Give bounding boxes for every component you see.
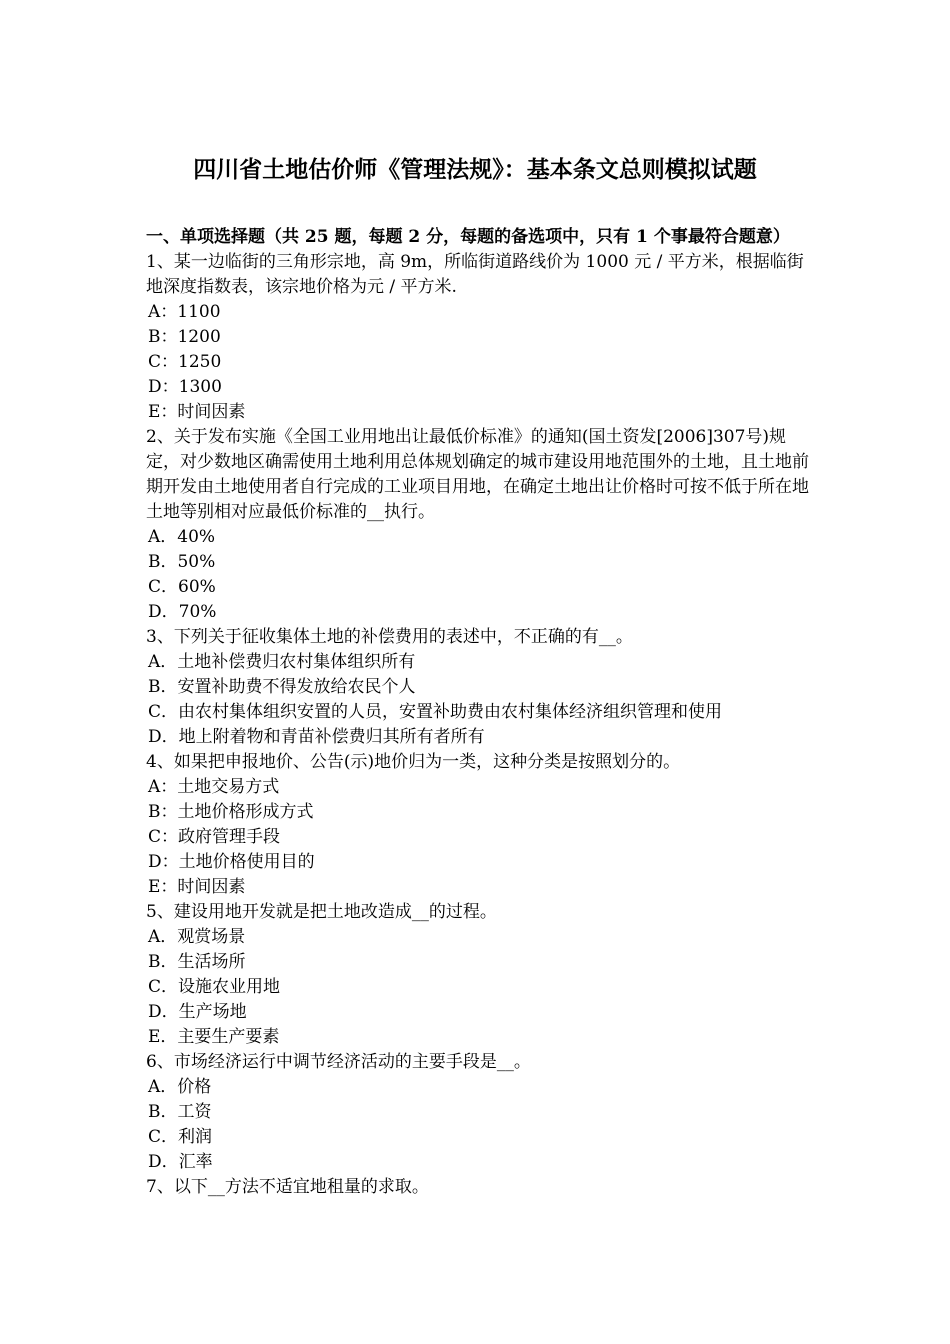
question-item [146, 250, 810, 425]
question-text: 2、关于发布实施《全国工业用地出让最低价标准》的通知(国土资发[2006]307号)规定，对少数地区确需使用土地利用总体规划确定的城市建设用地范围外的土地，且土地前期开发由土地使用者自行完成的工业项目用地，在确定土地出让价格时可按不低于所在地土地等别相对应最低价标准的__执行。 [146, 427, 809, 522]
answer-option: A：1100 [148, 302, 221, 322]
question-text: 7、以下__方法不适宜地租量的求取。 [146, 1177, 429, 1197]
answer-option: C．由农村集体组织安置的人员，安置补助费由农村集体经济组织管理和使用 [148, 702, 723, 722]
answer-option: D．汇率 [148, 1152, 213, 1172]
question-text: 3、下列关于征收集体土地的补偿费用的表述中，不正确的有__。 [146, 627, 633, 647]
question-text: 4、如果把申报地价、公告(示)地价归为一类，这种分类是按照划分的。 [146, 752, 681, 772]
answer-option: A．观赏场景 [148, 927, 246, 947]
question-list [146, 250, 810, 1200]
answer-option: B．50% [148, 552, 216, 572]
answer-option: E．主要生产要素 [148, 1027, 280, 1047]
question-text: 6、市场经济运行中调节经济活动的主要手段是__。 [146, 1052, 531, 1072]
answer-option: B．工资 [148, 1102, 212, 1122]
question-text: 1、某一边临街的三角形宗地，高 9m，所临街道路线价为 1000 元 / 平方米，根据临街地深度指数表，该宗地价格为元 / 平方米. [146, 252, 804, 297]
answer-option: E：时间因素 [148, 402, 246, 422]
question-item [146, 425, 810, 625]
answer-option: D．地上附着物和青苗补偿费归其所有者所有 [148, 727, 485, 747]
question-item [146, 1050, 810, 1175]
answer-option: A．土地补偿费归农村集体组织所有 [148, 652, 416, 672]
answer-option: D．生产场地 [148, 1002, 247, 1022]
question-item [146, 625, 810, 750]
answer-option: B．安置补助费不得发放给农民个人 [148, 677, 416, 697]
answer-option: B：土地价格形成方式 [148, 802, 314, 822]
answer-option: B．生活场所 [148, 952, 246, 972]
answer-option: A．40% [148, 527, 216, 547]
document-body [146, 225, 810, 1200]
answer-option: C．利润 [148, 1127, 213, 1147]
answer-option: C．60% [148, 577, 216, 597]
question-text: 5、建设用地开发就是把土地改造成__的过程。 [146, 902, 497, 922]
answer-option: E：时间因素 [148, 877, 246, 897]
answer-option: D：1300 [148, 377, 222, 397]
answer-option: C：1250 [148, 352, 222, 372]
answer-option: B：1200 [148, 327, 221, 347]
question-item [146, 750, 810, 900]
answer-option: D．70% [148, 602, 217, 622]
question-item [146, 1175, 810, 1200]
answer-option: A．价格 [148, 1077, 212, 1097]
section-heading: 一、单项选择题（共 25 题，每题 2 分，每题的备选项中，只有 1 个事最符合题意） [146, 227, 790, 247]
page-title: 四川省土地估价师《管理法规》：基本条文总则模拟试题 [193, 156, 757, 183]
answer-option: C：政府管理手段 [148, 827, 281, 847]
answer-option: D：土地价格使用目的 [148, 852, 315, 872]
answer-option: A：土地交易方式 [148, 777, 280, 797]
answer-option: C．设施农业用地 [148, 977, 281, 997]
question-item [146, 900, 810, 1050]
